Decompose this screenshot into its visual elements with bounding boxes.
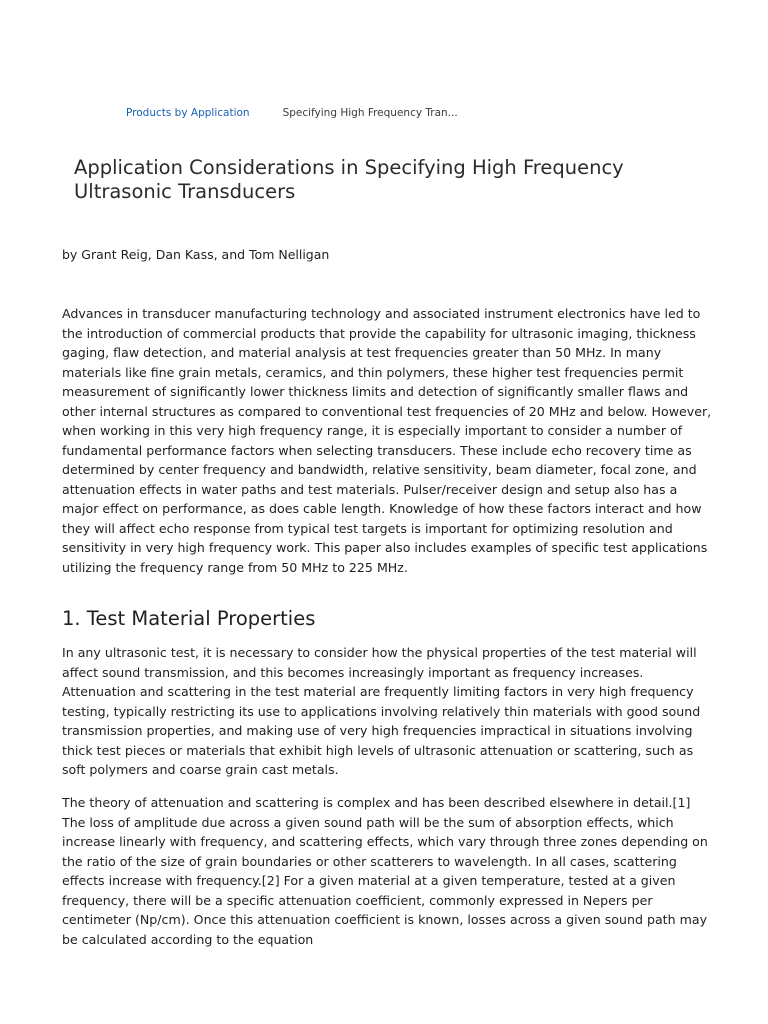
section-paragraph: In any ultrasonic test, it is necessary to consider how the physical properties of the test material will affect sound transmission, and this becomes increasingly important as frequency increases. Attenuation and scattering in the test material are frequently limiting factors in very high frequency testing, typically restricting its use to applications involving relatively thin materials with good sound transmission properties, and making use of very high frequencies impractical in situations involving thick test pieces or materials that exhibit high levels of ultrasonic attenuation or scattering, such as soft polymers and coarse grain cast metals. (62, 645, 701, 777)
intro-paragraph: Advances in transducer manufacturing technology and associated instrument electronics have led to the introduction of commercial products that provide the capability for ultrasonic imaging, thickness gaging, flaw detection, and material analysis at test frequencies greater than 50 MHz. In many materials like fine grain metals, ceramics, and thin polymers, these higher test frequencies permit measurement of significantly lower thickness limits and detection of significantly smaller flaws and other internal structures as compared to conventional test frequencies of 20 MHz and below. However, when working in this very high frequency range, it is especially important to consider a number of fundamental performance factors when selecting transducers. These include echo recovery time as determined by center frequency and bandwidth, relative sensitivity, beam diameter, focal zone, and attenuation effects in water paths and test materials. Pulser/receiver design and setup also has a major effect on performance, as does cable length. Knowledge of how these factors interact and how they will affect echo response from typical test targets is important for optimizing resolution and sensitivity in very high frequency work. This paper also includes examples of specific test applications utilizing the frequency range from 50 MHz to 225 MHz. (62, 306, 712, 575)
section-heading: 1. Test Material Properties (62, 607, 316, 630)
breadcrumb (126, 105, 458, 121)
section-paragraph: The theory of attenuation and scattering is complex and has been described elsewhere in detail.[1] The loss of amplitude due across a given sound path will be the sum of absorption effects, which increase linearly with frequency, and scattering effects, which vary through three zones depending on the ratio of the size of grain boundaries or other scatterers to wavelength. In all cases, scattering effects increase with frequency.[2] For a given material at a given temperature, tested at a given frequency, there will be a specific attenuation coefficient, commonly expressed in Nepers per centimeter (Np/cm). Once this attenuation coefficient is known, losses across a given sound path may be calculated according to the equation (62, 795, 708, 947)
breadcrumb-link-products-by-application[interactable]: Products by Application (126, 107, 250, 119)
breadcrumb-current-page: Specifying High Frequency Tran... (282, 107, 458, 119)
page-title: Application Considerations in Specifying High Frequency Ultrasonic Transducers (74, 156, 624, 203)
author-byline: by Grant Reig, Dan Kass, and Tom Nelligan (62, 247, 330, 262)
